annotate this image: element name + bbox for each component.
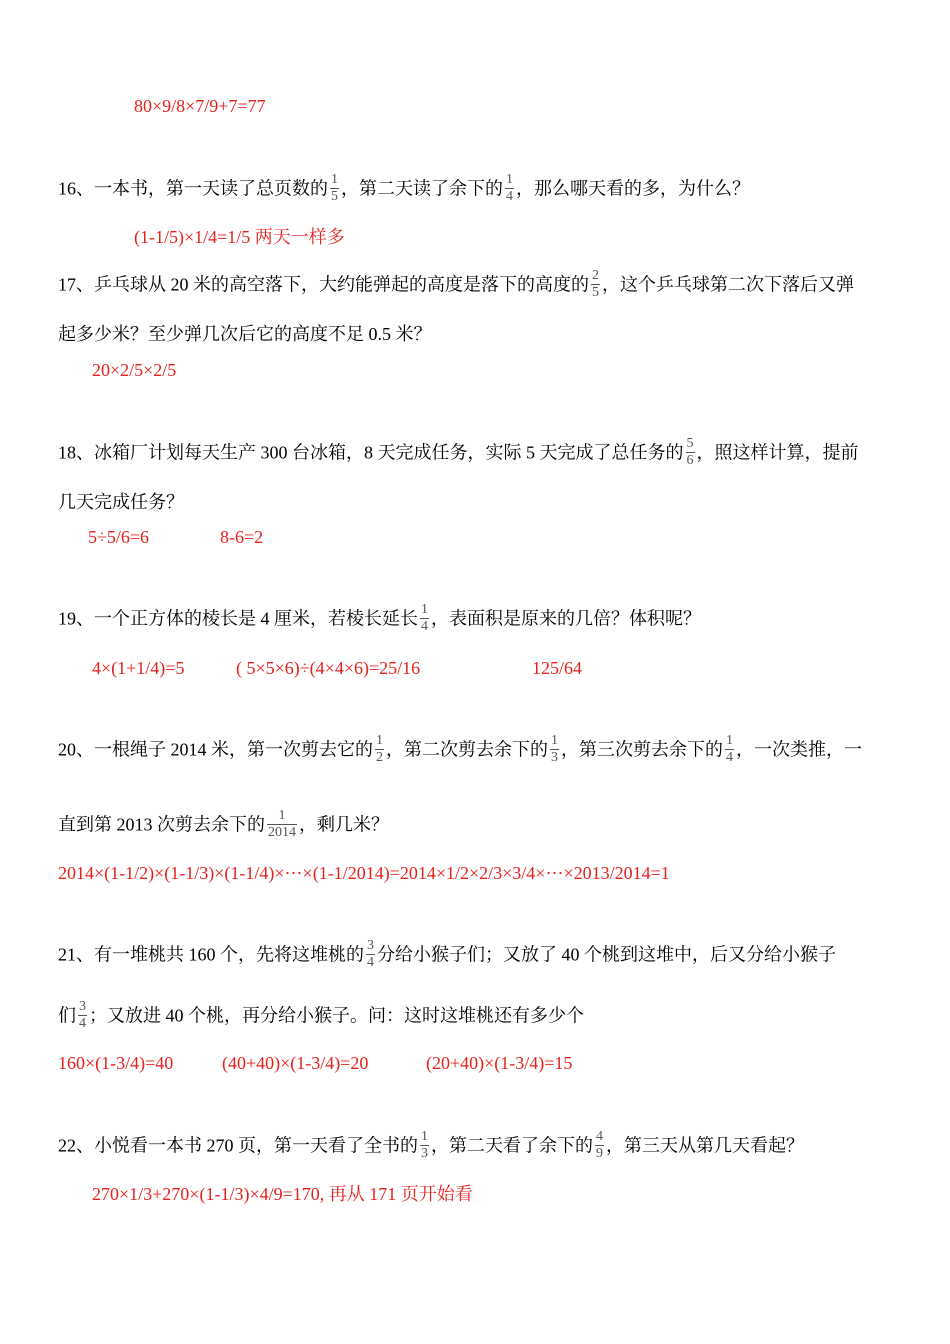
question-text: 19、一个正方体的棱长是 4 厘米，若棱长延长 bbox=[58, 608, 418, 629]
answer-16: (1-1/5)×1/4=1/5 两天一样多 bbox=[134, 227, 345, 247]
question-17 bbox=[58, 268, 854, 300]
question-text: ，一次类推，一 bbox=[736, 739, 862, 760]
answer-20: 2014×(1-1/2)×(1-1/3)×(1-1/4)×⋯×(1-1/2014)=2014×1/2×2/3×3/4×⋯×2013/2014=1 bbox=[58, 863, 670, 883]
question-21 bbox=[58, 938, 836, 970]
question-text: 16、一本书，第一天读了总页数的 bbox=[58, 178, 328, 199]
question-text: 们 bbox=[58, 1005, 76, 1026]
fraction: $\frac{1}{2}$ bbox=[376, 733, 383, 765]
answer-21b: (40+40)×(1-3/4)=20 bbox=[222, 1053, 369, 1073]
answer-15: 80×9/8×7/9+7=77 bbox=[134, 96, 266, 116]
fraction: $\frac{4}{9}$ bbox=[596, 1129, 603, 1161]
question-text: ，第三次剪去余下的 bbox=[561, 739, 723, 760]
fraction: $\frac{1}{4}$ bbox=[726, 733, 733, 765]
question-text: ，照这样计算，提前 bbox=[696, 442, 859, 463]
answer-19a: 4×(1+1/4)=5 bbox=[92, 658, 185, 678]
fraction: $\frac{1}{5}$ bbox=[331, 172, 338, 204]
fraction: $\frac{2}{5}$ bbox=[592, 268, 599, 300]
answer-19b: ( 5×5×6)÷(4×4×6)=25/16 bbox=[236, 658, 421, 678]
answer-18b: 8-6=2 bbox=[220, 527, 264, 547]
question-text: 17、乒乓球从 20 米的高空落下，大约能弹起的高度是落下的高度的 bbox=[58, 274, 589, 295]
question-text: ，剩几米？ bbox=[299, 814, 389, 835]
question-text: 分给小猴子们；又放了 40 个桃到这堆中，后又分给小猴子 bbox=[377, 944, 836, 965]
answer-19c: 125/64 bbox=[532, 658, 583, 678]
question-19 bbox=[58, 602, 701, 634]
question-21-cont bbox=[58, 999, 584, 1031]
question-20 bbox=[58, 733, 862, 765]
question-text: ，第三天从第几天看起？ bbox=[606, 1135, 804, 1156]
question-16 bbox=[58, 172, 750, 204]
question-text: 22、小悦看一本书 270 页，第一天看了全书的 bbox=[58, 1135, 418, 1156]
question-text: 18、冰箱厂计划每天生产 300 台冰箱，8 天完成任务，实际 5 天完成了总任务的 bbox=[58, 442, 684, 463]
question-18-cont: 几天完成任务？ bbox=[58, 492, 184, 512]
answer-21a: 160×(1-3/4)=40 bbox=[58, 1053, 174, 1073]
question-text: ，表面积是原来的几倍？体积呢？ bbox=[431, 608, 701, 629]
fraction: $\frac{1}{4}$ bbox=[421, 602, 428, 634]
question-text: ；又放进 40 个桃，再分给小猴子。问：这时这堆桃还有多少个 bbox=[89, 1005, 584, 1026]
question-18 bbox=[58, 436, 859, 468]
fraction: $\frac{1}{4}$ bbox=[506, 172, 513, 204]
fraction: $\frac{5}{6}$ bbox=[686, 436, 694, 468]
question-text: ，那么哪天看的多，为什么？ bbox=[516, 178, 750, 199]
question-17-cont: 起多少米？至少弹几次后它的高度不足 0.5 米？ bbox=[58, 324, 432, 344]
fraction: $\frac{1}{2014}$ bbox=[268, 808, 296, 840]
question-text: 直到第 2013 次剪去余下的 bbox=[58, 814, 265, 835]
question-text: ，第二次剪去余下的 bbox=[386, 739, 548, 760]
question-text: 20、一根绳子 2014 米，第一次剪去它的 bbox=[58, 739, 373, 760]
question-text: ，这个乒乓球第二次下落后又弹 bbox=[602, 274, 854, 295]
fraction: $\frac{3}{4}$ bbox=[79, 999, 86, 1031]
answer-17: 20×2/5×2/5 bbox=[92, 360, 177, 380]
answer-22: 270×1/3+270×(1-1/3)×4/9=170, 再从 171 页开始看 bbox=[92, 1184, 473, 1204]
question-20-cont bbox=[58, 808, 389, 840]
question-text: ，第二天看了余下的 bbox=[431, 1135, 593, 1156]
question-22 bbox=[58, 1129, 804, 1161]
fraction: $\frac{1}{3}$ bbox=[421, 1129, 428, 1161]
fraction: $\frac{3}{4}$ bbox=[367, 938, 374, 970]
answer-18a: 5÷5/6=6 bbox=[88, 527, 150, 547]
answer-21c: (20+40)×(1-3/4)=15 bbox=[426, 1053, 573, 1073]
fraction: $\frac{1}{3}$ bbox=[551, 733, 558, 765]
question-text: ，第二天读了余下的 bbox=[341, 178, 503, 199]
question-text: 21、有一堆桃共 160 个，先将这堆桃的 bbox=[58, 944, 364, 965]
